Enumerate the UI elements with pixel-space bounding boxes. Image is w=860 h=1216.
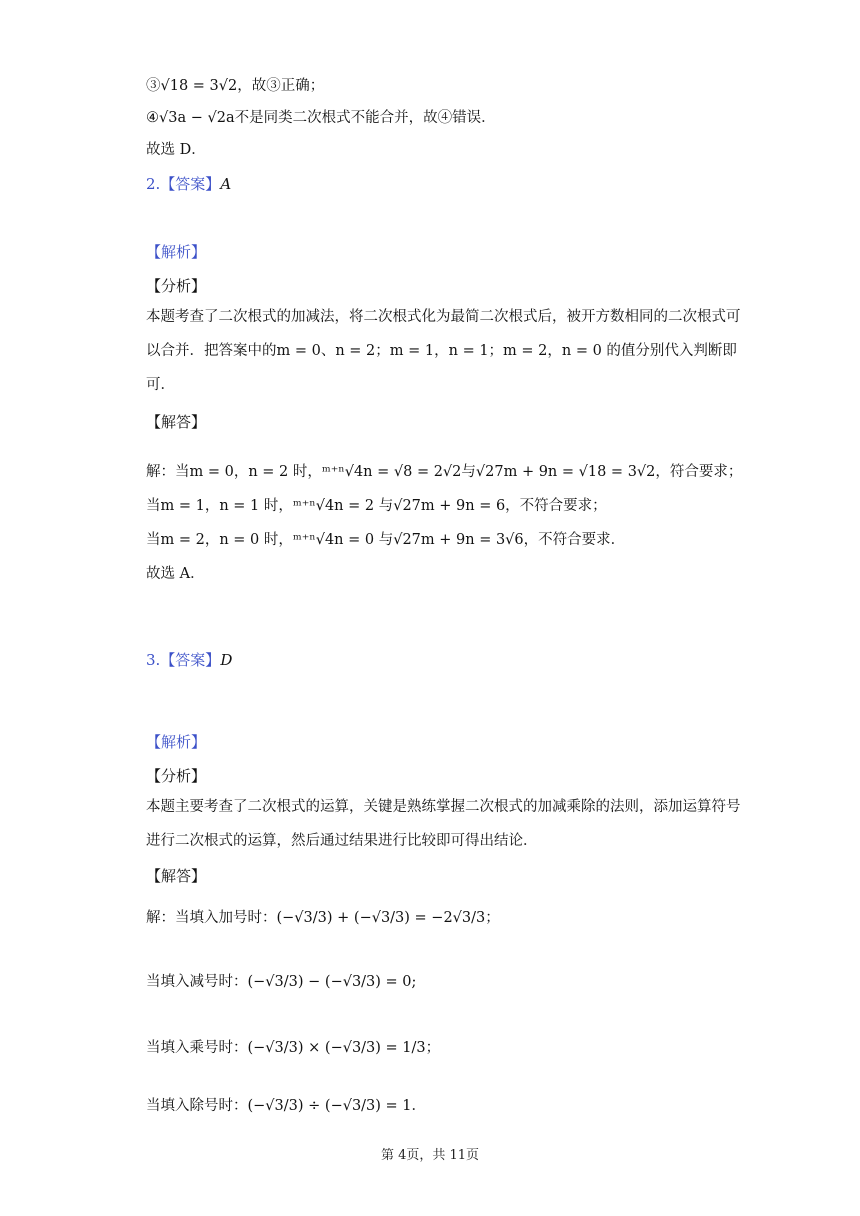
solution-line: 当m = 1，n = 1 时，ᵐ⁺ⁿ√4n = 2 与√27m + 9n = 6，不符合要求； <box>146 498 607 514</box>
fenxi-tag: 【分析】 <box>146 767 207 785</box>
text-line: 故选 D． <box>146 142 206 158</box>
solution-line: 解：当填入加号时：(−√3/3) + (−√3/3) = −2√3/3； <box>146 910 500 926</box>
solution-line: 故选 A． <box>146 566 205 582</box>
answer-label: 3.【答案】 <box>146 651 221 669</box>
fenxi-text: 本题考查了二次根式的加减法，将二次根式化为最简二次根式后，被开方数相同的二次根式可以合并．把答案中的m = 0、n = 2；m = 1，n = 1；m = 2，n = 0 的值分别代入判断即可． <box>146 309 741 393</box>
solution-line: 当填入减号时：(−√3/3) − (−√3/3) = 0; <box>146 974 417 990</box>
answer-heading-2 <box>146 172 750 196</box>
solution-line: 当填入乘号时：(−√3/3) × (−√3/3) = 1/3； <box>146 1040 441 1056</box>
analysis-tag: 【解析】 <box>146 243 207 261</box>
answer-value: A <box>220 175 232 193</box>
jieda-tag: 【解答】 <box>146 867 207 885</box>
solution-line: 解：当m = 0，n = 2 时，ᵐ⁺ⁿ√4n = √8 = 2√2与√27m + 9n = √18 = 3√2，符合要求； <box>146 464 743 480</box>
analysis-tag: 【解析】 <box>146 733 207 751</box>
answer-heading-3 <box>146 648 750 672</box>
text-line: ④√3a − √2a不是同类二次根式不能合并，故④错误． <box>146 110 496 126</box>
page-footer: 第 4页，共 11页 <box>380 1148 480 1163</box>
jieda-tag: 【解答】 <box>146 413 207 431</box>
text-line: ③√18 = 3√2，故③正确； <box>146 78 325 94</box>
solution-line: 当m = 2，n = 0 时，ᵐ⁺ⁿ√4n = 0 与√27m + 9n = 3√6，不符合要求． <box>146 532 626 548</box>
answer-label: 2.【答案】 <box>146 175 221 193</box>
fenxi-tag: 【分析】 <box>146 277 207 295</box>
solution-line: 当填入除号时：(−√3/3) ÷ (−√3/3) = 1． <box>146 1098 427 1114</box>
fenxi-text: 本题主要考查了二次根式的运算，关键是熟练掌握二次根式的加减乘除的法则，添加运算符号进行二次根式的运算，然后通过结果进行比较即可得出结论． <box>146 799 741 849</box>
answer-value: D <box>220 651 233 669</box>
